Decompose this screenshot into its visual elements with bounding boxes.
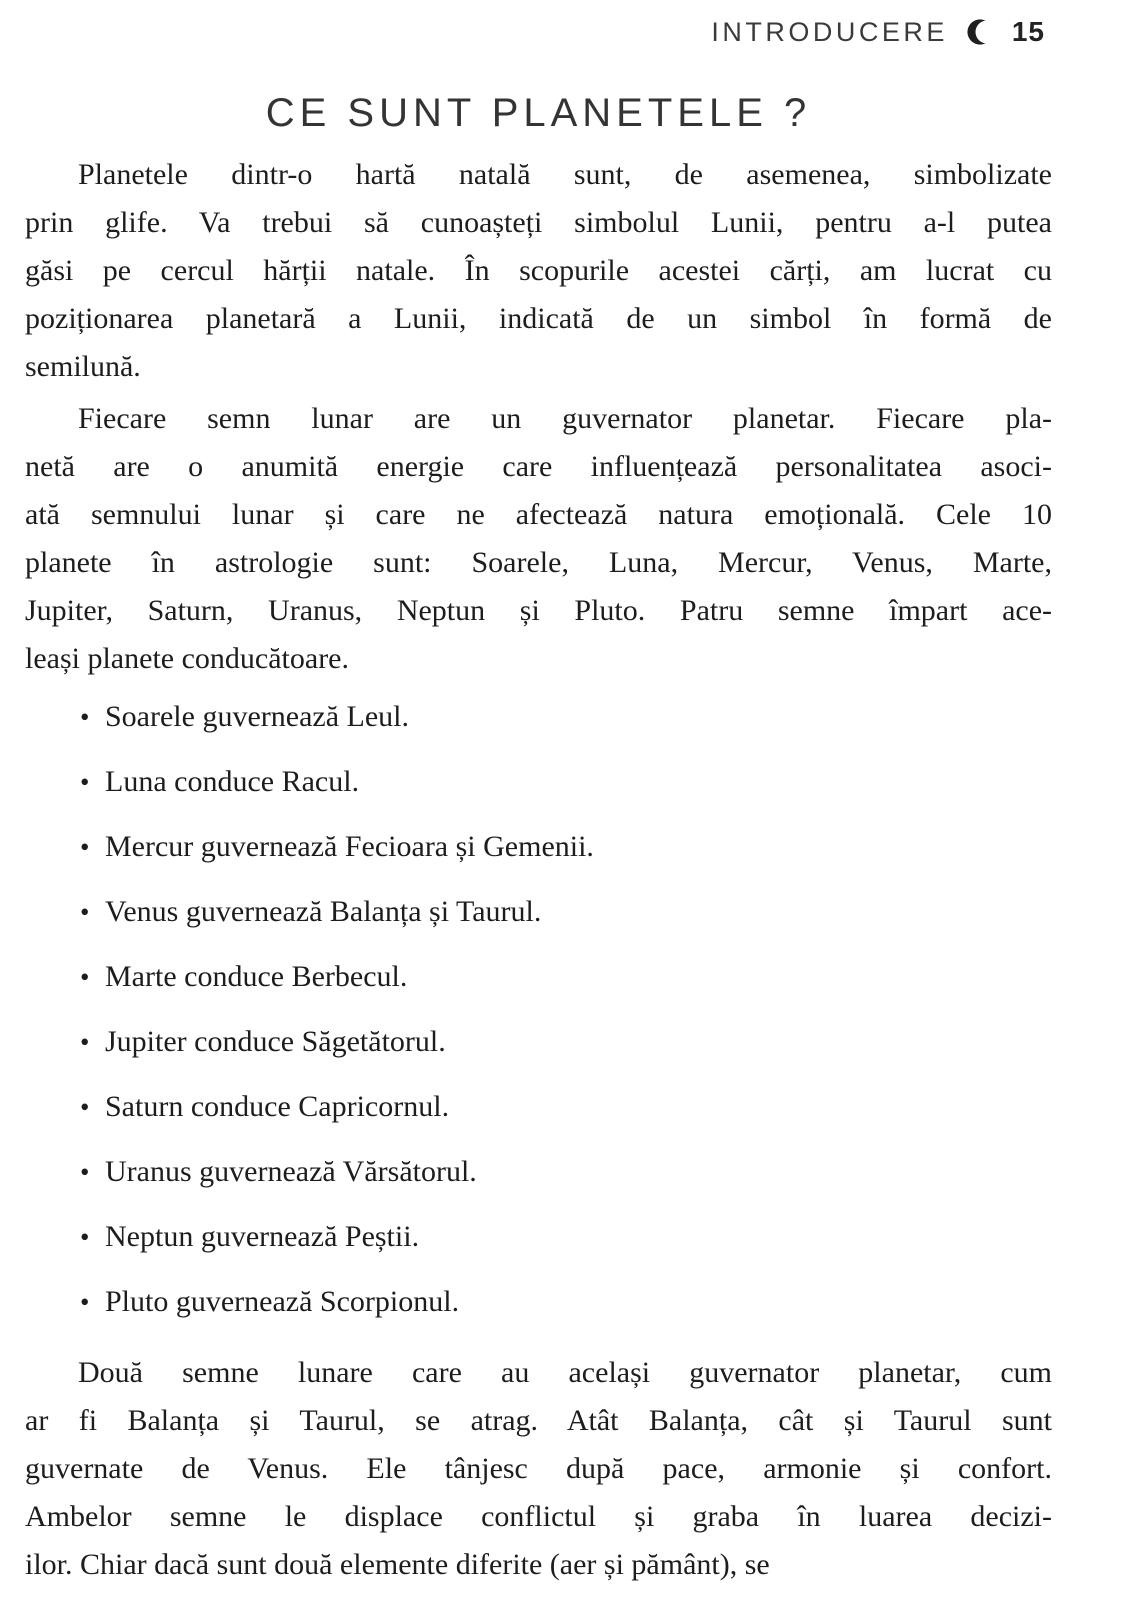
text-line: găsi pe cercul hărții natale. În scopurile acestei cărți, am lucrat cu [25,254,1052,287]
text-line: guvernate de Venus. Ele tânjesc după pace, armonie și confort. [25,1452,1052,1485]
text-line: planete în astrologie sunt: Soarele, Luna, Mercur, Venus, Marte, [25,546,1052,579]
paragraph-planets-glyphs [25,151,1052,391]
text-line: prin glife. Va trebui să cunoașteți simbolul Lunii, pentru a-l putea [25,206,1052,239]
text-line: Două semne lunare care au același guvernator planetar, cum [78,1356,1052,1389]
text-column [25,0,1052,1589]
text-line: Ambelor semne le displace conflictul și graba în luarea decizi- [25,1500,1052,1533]
bullet-item: • Jupiter conduce Săgetătorul. [25,1018,1052,1066]
text-line: Planetele dintr-o hartă natală sunt, de asemenea, simbolizate [78,158,1052,191]
bullet-item: • Marte conduce Berbecul. [25,953,1052,1001]
paragraph-planet-rulers [25,395,1052,683]
bullet-item: • Soarele guvernează Leul. [25,693,1052,741]
paragraph-shared-rulers [25,1349,1052,1589]
text-line: ilor. Chiar dacă sunt două elemente diferite (aer și pământ), se [25,1548,770,1581]
text-line: poziționarea planetară a Lunii, indicată de un simbol în formă de [25,302,1052,335]
bullet-item: • Uranus guvernează Vărsătorul. [25,1148,1052,1196]
text-line: Fiecare semn lunar are un guvernator planetar. Fiecare pla- [78,402,1052,435]
text-line: netă are o anumită energie care influențează personalitatea asoci- [25,450,1052,483]
page-number: 15 [1011,16,1045,47]
text-line: semilună. [25,350,141,383]
bullet-item: • Luna conduce Racul. [25,758,1052,806]
bullet-item: • Pluto guvernează Scorpionul. [25,1278,1052,1326]
running-header-section-label: INTRODUCERE [711,16,948,47]
text-line: Jupiter, Saturn, Uranus, Neptun și Pluto. Patru semne împart ace- [25,594,1052,627]
text-line: ată semnului lunar și care ne afectează natura emoțională. Cele 10 [25,498,1052,531]
text-line: ar fi Balanța și Taurul, se atrag. Atât Balanța, cât și Taurul sunt [25,1404,1052,1437]
chapter-section-title: CE SUNT PLANETELE ? [265,91,812,135]
planet-rulers-bullet-list [25,693,1052,1326]
bullet-item: • Neptun guvernează Peștii. [25,1213,1052,1261]
text-line: leași planete conducătoare. [25,642,349,675]
bullet-item: • Venus guvernează Balanța și Taurul. [25,888,1052,936]
bullet-item: • Mercur guvernează Fecioara și Gemenii. [25,823,1052,871]
bullet-item: • Saturn conduce Capricornul. [25,1083,1052,1131]
